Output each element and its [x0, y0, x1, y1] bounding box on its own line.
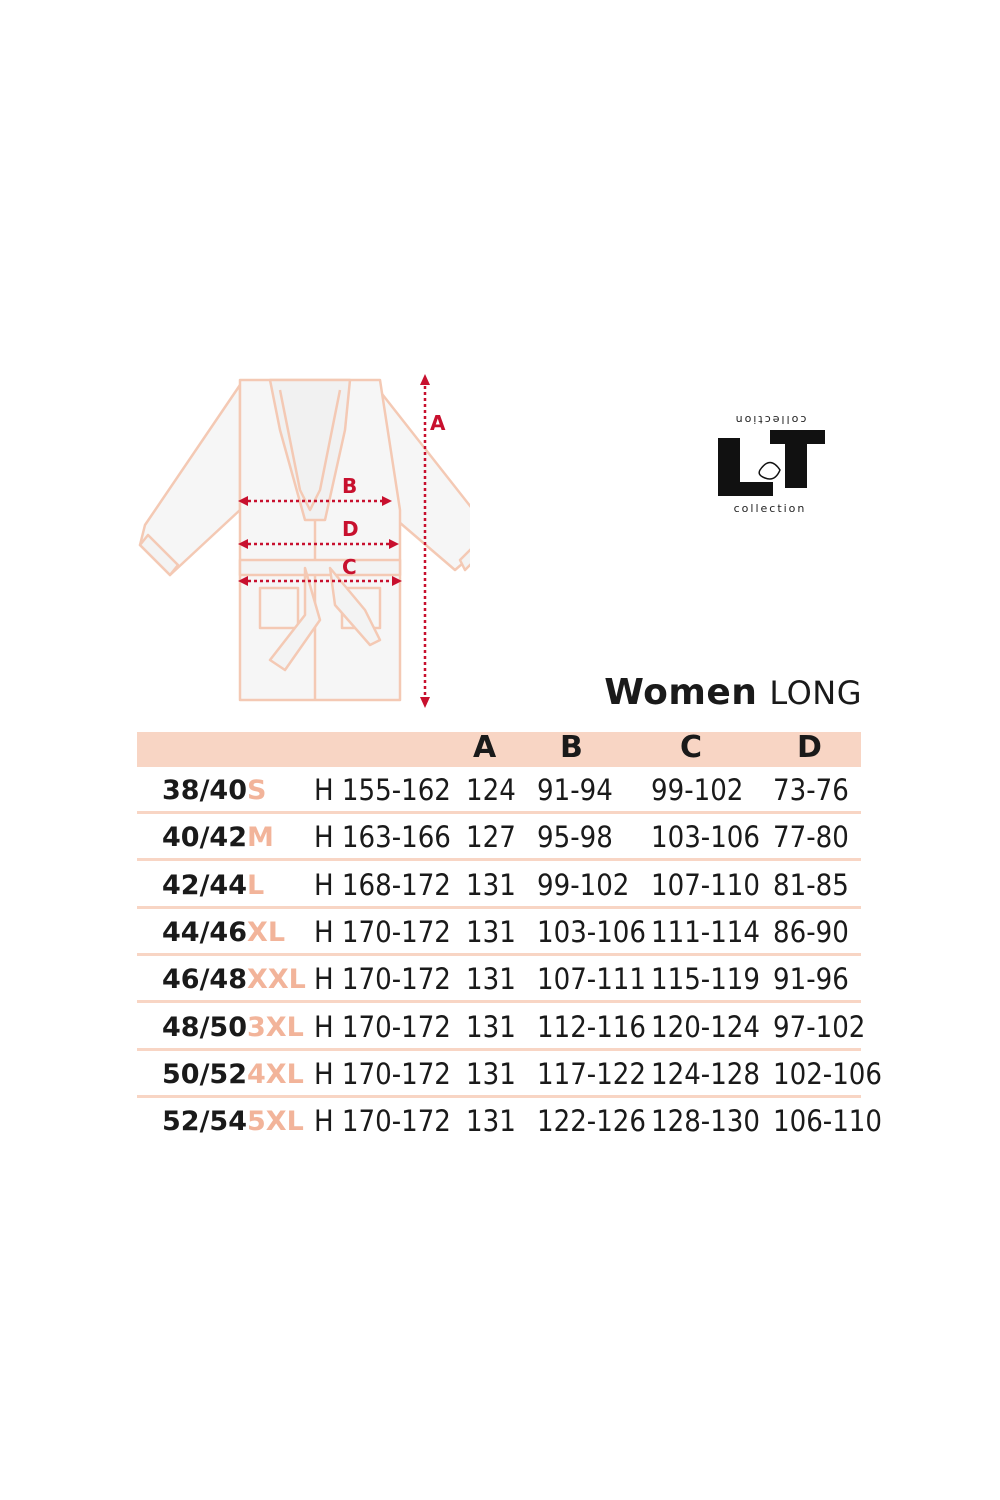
table-row	[137, 814, 861, 861]
value-d: 86-90	[773, 914, 849, 949]
label-b: B	[342, 474, 358, 498]
height-range: H 163-166	[314, 820, 451, 855]
table-row	[137, 909, 861, 956]
value-c: 107-110	[651, 867, 760, 902]
letter-size: XL	[247, 916, 286, 948]
value-d: 77-80	[773, 820, 849, 855]
value-b: 122-126	[537, 1104, 646, 1139]
height-range: H 170-172	[314, 1009, 451, 1044]
value-b: 95-98	[537, 820, 613, 855]
table-row	[137, 767, 861, 814]
column-header-d: D	[797, 730, 822, 765]
value-d: 91-96	[773, 962, 849, 997]
column-header-b: B	[560, 730, 583, 765]
table-row	[137, 1098, 882, 1145]
value-b: 91-94	[537, 773, 613, 807]
title-women: Women	[604, 672, 758, 713]
height-range: H 170-172	[314, 914, 451, 949]
value-a: 127	[466, 820, 516, 855]
value-a: 131	[466, 962, 516, 997]
eu-size: 44/46	[162, 916, 248, 948]
table-row	[137, 956, 861, 1003]
chart-title	[0, 672, 862, 713]
column-header-c: C	[680, 730, 703, 765]
table-row	[137, 1051, 882, 1098]
letter-size: XXL	[247, 964, 306, 996]
value-c: 111-114	[651, 914, 760, 949]
eu-size: 50/52	[162, 1058, 248, 1090]
value-a: 124	[466, 773, 516, 807]
value-b: 99-102	[537, 867, 630, 902]
height-range: H 170-172	[314, 962, 451, 997]
value-b: 117-122	[537, 1056, 646, 1091]
value-a: 131	[466, 1009, 516, 1044]
value-a: 131	[466, 1104, 516, 1139]
value-d: 81-85	[773, 867, 849, 902]
value-b: 107-111	[537, 962, 646, 997]
height-range: H 155-162	[314, 773, 451, 807]
table-row	[137, 1004, 866, 1051]
value-c: 124-128	[651, 1056, 760, 1091]
eu-size: 52/54	[162, 1106, 248, 1138]
letter-size: 5XL	[247, 1106, 304, 1138]
letter-size: L	[247, 869, 265, 901]
value-c: 115-119	[651, 962, 760, 997]
robe-measurement-diagram	[130, 360, 470, 720]
letter-size: S	[247, 775, 267, 806]
value-d: 97-102	[773, 1009, 866, 1044]
brand-logo	[690, 400, 850, 530]
title-long: LONG	[769, 674, 862, 712]
label-d: D	[342, 517, 359, 541]
eu-size: 40/42	[162, 822, 248, 854]
column-header-a: A	[473, 730, 497, 765]
value-a: 131	[466, 1056, 516, 1091]
label-c: C	[342, 555, 357, 579]
table-header-band	[137, 732, 861, 767]
letter-size: 4XL	[247, 1058, 304, 1090]
logo-top-text: collection	[733, 413, 807, 426]
letter-size: M	[247, 822, 274, 854]
letter-size: 3XL	[247, 1011, 304, 1043]
value-c: 128-130	[651, 1104, 760, 1139]
value-d: 102-106	[773, 1056, 882, 1091]
label-a: A	[430, 411, 446, 435]
height-range: H 168-172	[314, 867, 451, 902]
table-row	[137, 862, 861, 909]
value-a: 131	[466, 914, 516, 949]
value-c: 120-124	[651, 1009, 760, 1044]
value-c: 103-106	[651, 820, 760, 855]
value-d: 73-76	[773, 773, 849, 807]
eu-size: 38/40	[162, 775, 248, 806]
eu-size: 48/50	[162, 1011, 248, 1043]
value-d: 106-110	[773, 1104, 882, 1139]
eu-size: 46/48	[162, 964, 248, 996]
height-range: H 170-172	[314, 1104, 451, 1139]
value-b: 103-106	[537, 914, 646, 949]
eu-size: 42/44	[162, 869, 248, 901]
value-a: 131	[466, 867, 516, 902]
logo-bottom-text: collection	[733, 502, 807, 515]
height-range: H 170-172	[314, 1056, 451, 1091]
value-b: 112-116	[537, 1009, 646, 1044]
value-c: 99-102	[651, 773, 744, 807]
